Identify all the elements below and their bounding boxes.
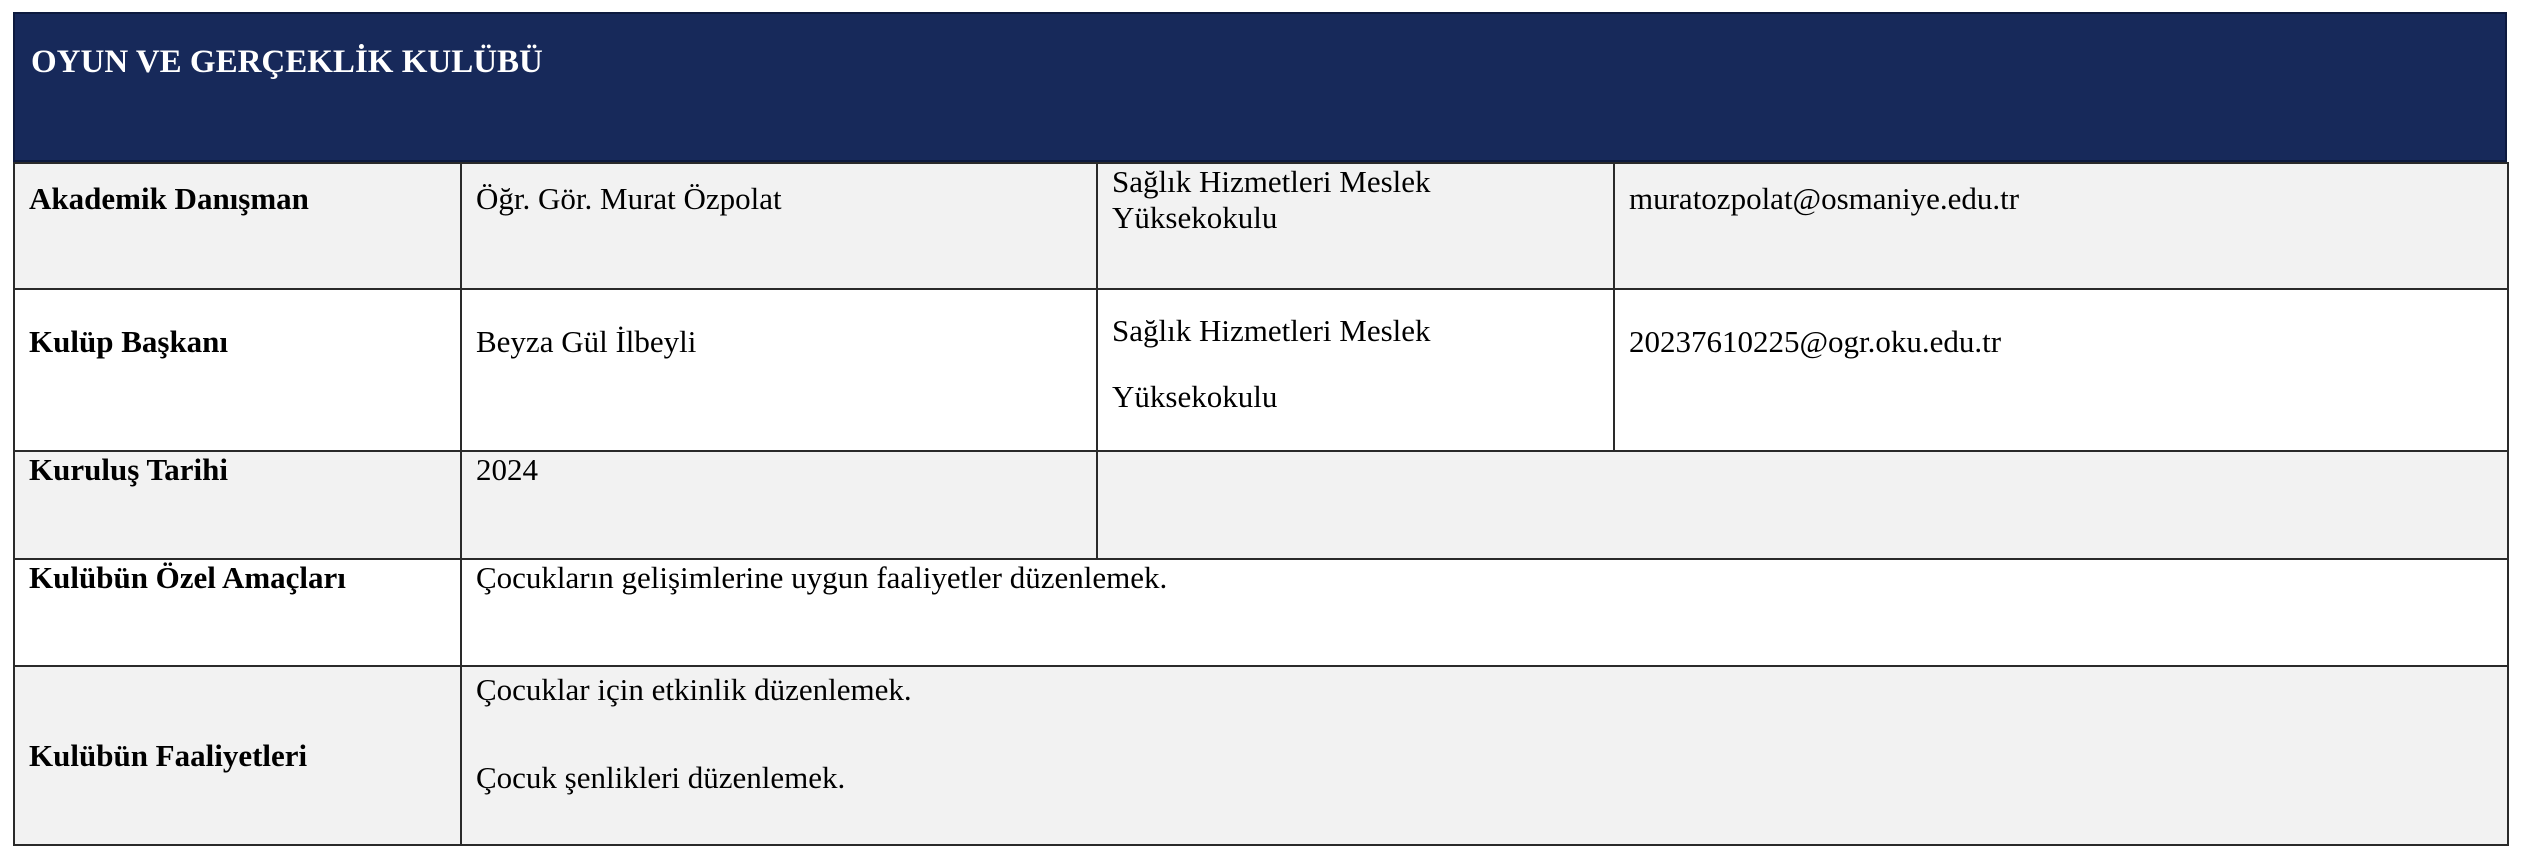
activity-item: Çocuk şenlikleri düzenlemek. [476, 760, 846, 795]
founded-row [14, 451, 2508, 559]
advisor-row [14, 163, 2508, 289]
president-name: Beyza Gül İlbeyli [461, 289, 1097, 451]
advisor-name: Öğr. Gör. Murat Özpolat [461, 163, 1097, 289]
activities-list [461, 666, 2508, 845]
founded-value: 2024 [461, 451, 1097, 559]
president-row [14, 289, 2508, 451]
president-school-line1: Sağlık Hizmetleri Meslek [1112, 313, 1431, 348]
president-email: 20237610225@ogr.oku.edu.tr [1614, 289, 2508, 451]
club-title: OYUN VE GERÇEKLİK KULÜBÜ [31, 44, 543, 80]
activities-row [14, 666, 2508, 845]
president-school [1097, 289, 1614, 451]
aims-value: Çocukların gelişimlerine uygun faaliyetler düzenlemek. [461, 559, 2508, 666]
aims-row [14, 559, 2508, 666]
activities-label: Kulübün Faaliyetleri [14, 666, 461, 845]
president-label: Kulüp Başkanı [14, 289, 461, 451]
club-header [13, 12, 2507, 162]
founded-empty-cell [1097, 451, 2508, 559]
club-info-document [13, 12, 2507, 846]
advisor-email: muratozpolat@osmaniye.edu.tr [1614, 163, 2508, 289]
club-info-table [13, 162, 2509, 846]
president-school-line2: Yüksekokulu [1112, 379, 1278, 414]
aims-label: Kulübün Özel Amaçları [14, 559, 461, 666]
advisor-label: Akademik Danışman [14, 163, 461, 289]
activity-item: Çocuklar için etkinlik düzenlemek. [476, 672, 912, 707]
advisor-school: Sağlık Hizmetleri Meslek Yüksekokulu [1097, 163, 1614, 289]
founded-label: Kuruluş Tarihi [14, 451, 461, 559]
